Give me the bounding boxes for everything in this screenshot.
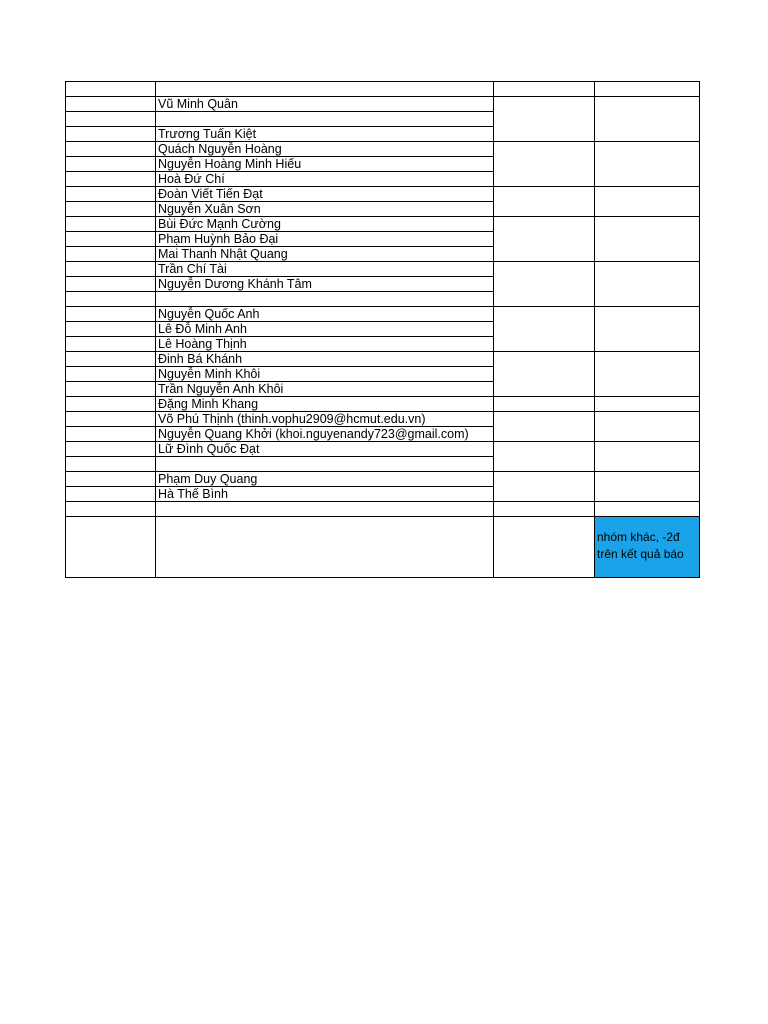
name-cell[interactable]: Lê Đỗ Minh Anh: [158, 322, 247, 336]
row-border-cd: [493, 306, 700, 307]
name-cell[interactable]: Trần Nguyễn Anh Khôi: [158, 382, 284, 396]
row-border-cd: [493, 441, 700, 442]
name-cell[interactable]: Nguyễn Quang Khởi (khoi.nguyenandy723@gmail.com): [158, 427, 469, 441]
name-cell[interactable]: Đoàn Viết Tiến Đạt: [158, 187, 263, 201]
name-cell[interactable]: [158, 502, 491, 516]
name-cell[interactable]: Lê Hoàng Thịnh: [158, 337, 247, 351]
name-cell[interactable]: Nguyễn Dương Khánh Tâm: [158, 277, 312, 291]
row-border-cd: [493, 516, 700, 517]
column-border-4: [699, 81, 700, 578]
name-cell[interactable]: Lữ Đình Quốc Đạt: [158, 442, 260, 456]
name-cell[interactable]: Phạm Duy Quang: [158, 472, 258, 486]
name-cell[interactable]: Võ Phú Thịnh (thinh.vophu2909@hcmut.edu.vn): [158, 412, 426, 426]
name-cell[interactable]: Nguyễn Hoàng Minh Hiếu: [158, 157, 302, 171]
name-cell[interactable]: Phạm Huỳnh Bảo Đại: [158, 232, 279, 246]
row-border-cd: [493, 141, 700, 142]
row-border-cd: [493, 186, 700, 187]
row-border-cd: [493, 96, 700, 97]
row-border-cd: [493, 81, 700, 82]
row-border-cd: [493, 471, 700, 472]
name-cell[interactable]: [158, 457, 491, 471]
name-cell[interactable]: Đinh Bá Khánh: [158, 352, 243, 366]
row-border-cd: [493, 577, 700, 578]
name-cell[interactable]: [158, 112, 491, 126]
name-cell[interactable]: Quách Nguyễn Hoàng: [158, 142, 282, 156]
name-cell[interactable]: Trương Tuấn Kiệt: [158, 127, 257, 141]
name-cell[interactable]: Nguyễn Xuân Sơn: [158, 202, 261, 216]
name-cell[interactable]: Hoà Đứ Chí: [158, 172, 225, 186]
name-cell[interactable]: Nguyễn Minh Khôi: [158, 367, 261, 381]
note-cell-text[interactable]: nhóm khác, -2đ trên kết quả báo: [597, 530, 684, 561]
name-cell[interactable]: [158, 517, 491, 577]
name-cell[interactable]: Đặng Minh Khang: [158, 397, 259, 411]
name-cell[interactable]: Vũ Minh Quân: [158, 97, 238, 111]
row-border-cd: [493, 216, 700, 217]
row-border-cd: [493, 501, 700, 502]
name-cell[interactable]: Mai Thanh Nhật Quang: [158, 247, 288, 261]
row-border-cd: [493, 261, 700, 262]
name-cell[interactable]: [158, 292, 491, 306]
name-cell[interactable]: Trần Chí Tài: [158, 262, 227, 276]
row-border-cd: [493, 351, 700, 352]
row-border-cd: [493, 411, 700, 412]
name-cell[interactable]: [158, 82, 491, 96]
row-border-cd: [493, 396, 700, 397]
name-cell[interactable]: Nguyễn Quốc Anh: [158, 307, 260, 321]
name-cell[interactable]: Hà Thế Bình: [158, 487, 228, 501]
name-cell[interactable]: Bùi Đức Mạnh Cường: [158, 217, 281, 231]
column-border-3: [594, 81, 595, 578]
